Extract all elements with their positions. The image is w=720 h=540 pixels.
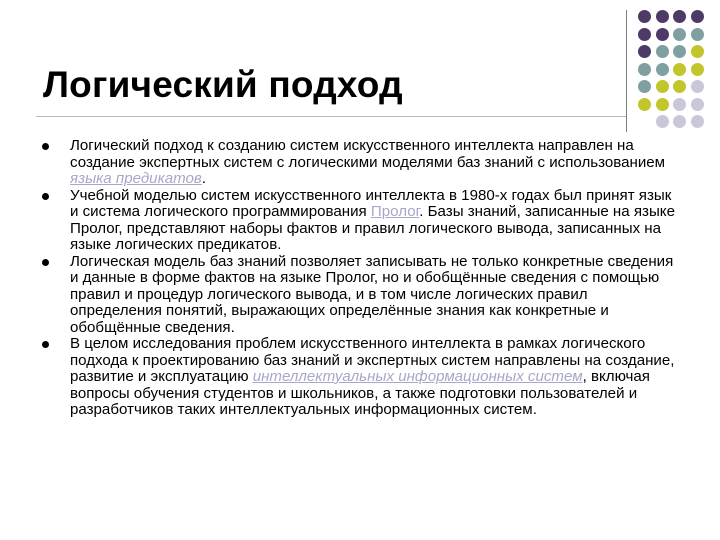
decorative-dot bbox=[638, 80, 651, 93]
bullet-text: . Базы знаний, записанные на языке Пролог, представляют наборы фактов и правил логического вывода, записанных на языке логических предикатов. bbox=[70, 203, 675, 253]
decorative-dot bbox=[656, 80, 669, 93]
bullet-item bbox=[42, 336, 682, 419]
bullet-text: Учебной моделью систем искусственного интеллекта в 1980-х годах был принят язык и система логического программирования bbox=[70, 186, 672, 220]
bullet-list bbox=[42, 138, 682, 419]
decorative-dot bbox=[656, 28, 669, 41]
decorative-dot bbox=[691, 63, 704, 76]
decorative-dot bbox=[691, 28, 704, 41]
bullet-text: Логический подход к созданию систем искусственного интеллекта направлен на создание экспертных систем с логическими моделями баз знаний с использованием bbox=[70, 137, 666, 171]
hyperlink[interactable]: интеллектуальных информационных систем bbox=[252, 368, 583, 385]
bullet-dot-icon bbox=[42, 341, 49, 348]
hyperlink[interactable]: языка предикатов bbox=[70, 170, 202, 187]
decorative-dot bbox=[673, 28, 686, 41]
decorative-dot bbox=[656, 98, 669, 111]
bullet-text: . bbox=[201, 170, 206, 187]
title-divider bbox=[36, 116, 626, 117]
decorative-dot bbox=[638, 98, 651, 111]
decorative-dot bbox=[673, 10, 686, 23]
decorative-dot-grid bbox=[638, 10, 718, 120]
decorative-dot bbox=[691, 10, 704, 23]
decorative-dot bbox=[691, 80, 704, 93]
bullet-dot-icon bbox=[42, 143, 49, 150]
decorative-dot bbox=[673, 98, 686, 111]
bullet-item bbox=[42, 138, 682, 188]
decorative-dot bbox=[656, 63, 669, 76]
decorative-dot bbox=[691, 98, 704, 111]
decorative-dot bbox=[691, 45, 704, 58]
decorative-dot bbox=[691, 115, 704, 128]
decorative-dot bbox=[673, 115, 686, 128]
bullet-text: , включая вопросы обучения студентов и школьников, а также подготовки пользователей и разработчиков таких интеллектуальных информационных систем. bbox=[70, 368, 650, 418]
bullet-dot-icon bbox=[42, 259, 49, 266]
slide-title: Логический подход bbox=[43, 64, 403, 105]
decorative-dot bbox=[673, 80, 686, 93]
decorative-dot bbox=[656, 10, 669, 23]
decorative-vertical-line bbox=[626, 10, 627, 132]
bullet-text: В целом исследования проблем искусственного интеллекта в рамках логического подхода к проектированию баз знаний и экспертных систем направлены на создание, развитие и эксплуатацию bbox=[70, 335, 675, 385]
decorative-dot bbox=[638, 10, 651, 23]
decorative-dot bbox=[638, 45, 651, 58]
decorative-dot bbox=[638, 63, 651, 76]
bullet-item bbox=[42, 188, 682, 254]
decorative-dot bbox=[673, 45, 686, 58]
decorative-dot bbox=[656, 115, 669, 128]
bullet-text: Логическая модель баз знаний позволяет записывать не только конкретные сведения и данные в форме фактов на языке Пролог, но и обобщённые сведения с помощью правил и процедур логического вывода, и в том числе логических правил определения понятий, выражающих определённые знания как конкретные и обобщённые сведения. bbox=[70, 252, 674, 336]
bullet-dot-icon bbox=[42, 193, 49, 200]
decorative-dot bbox=[638, 28, 651, 41]
decorative-dot bbox=[673, 63, 686, 76]
decorative-dot bbox=[656, 45, 669, 58]
bullet-item bbox=[42, 254, 682, 337]
hyperlink[interactable]: Пролог bbox=[370, 203, 420, 220]
